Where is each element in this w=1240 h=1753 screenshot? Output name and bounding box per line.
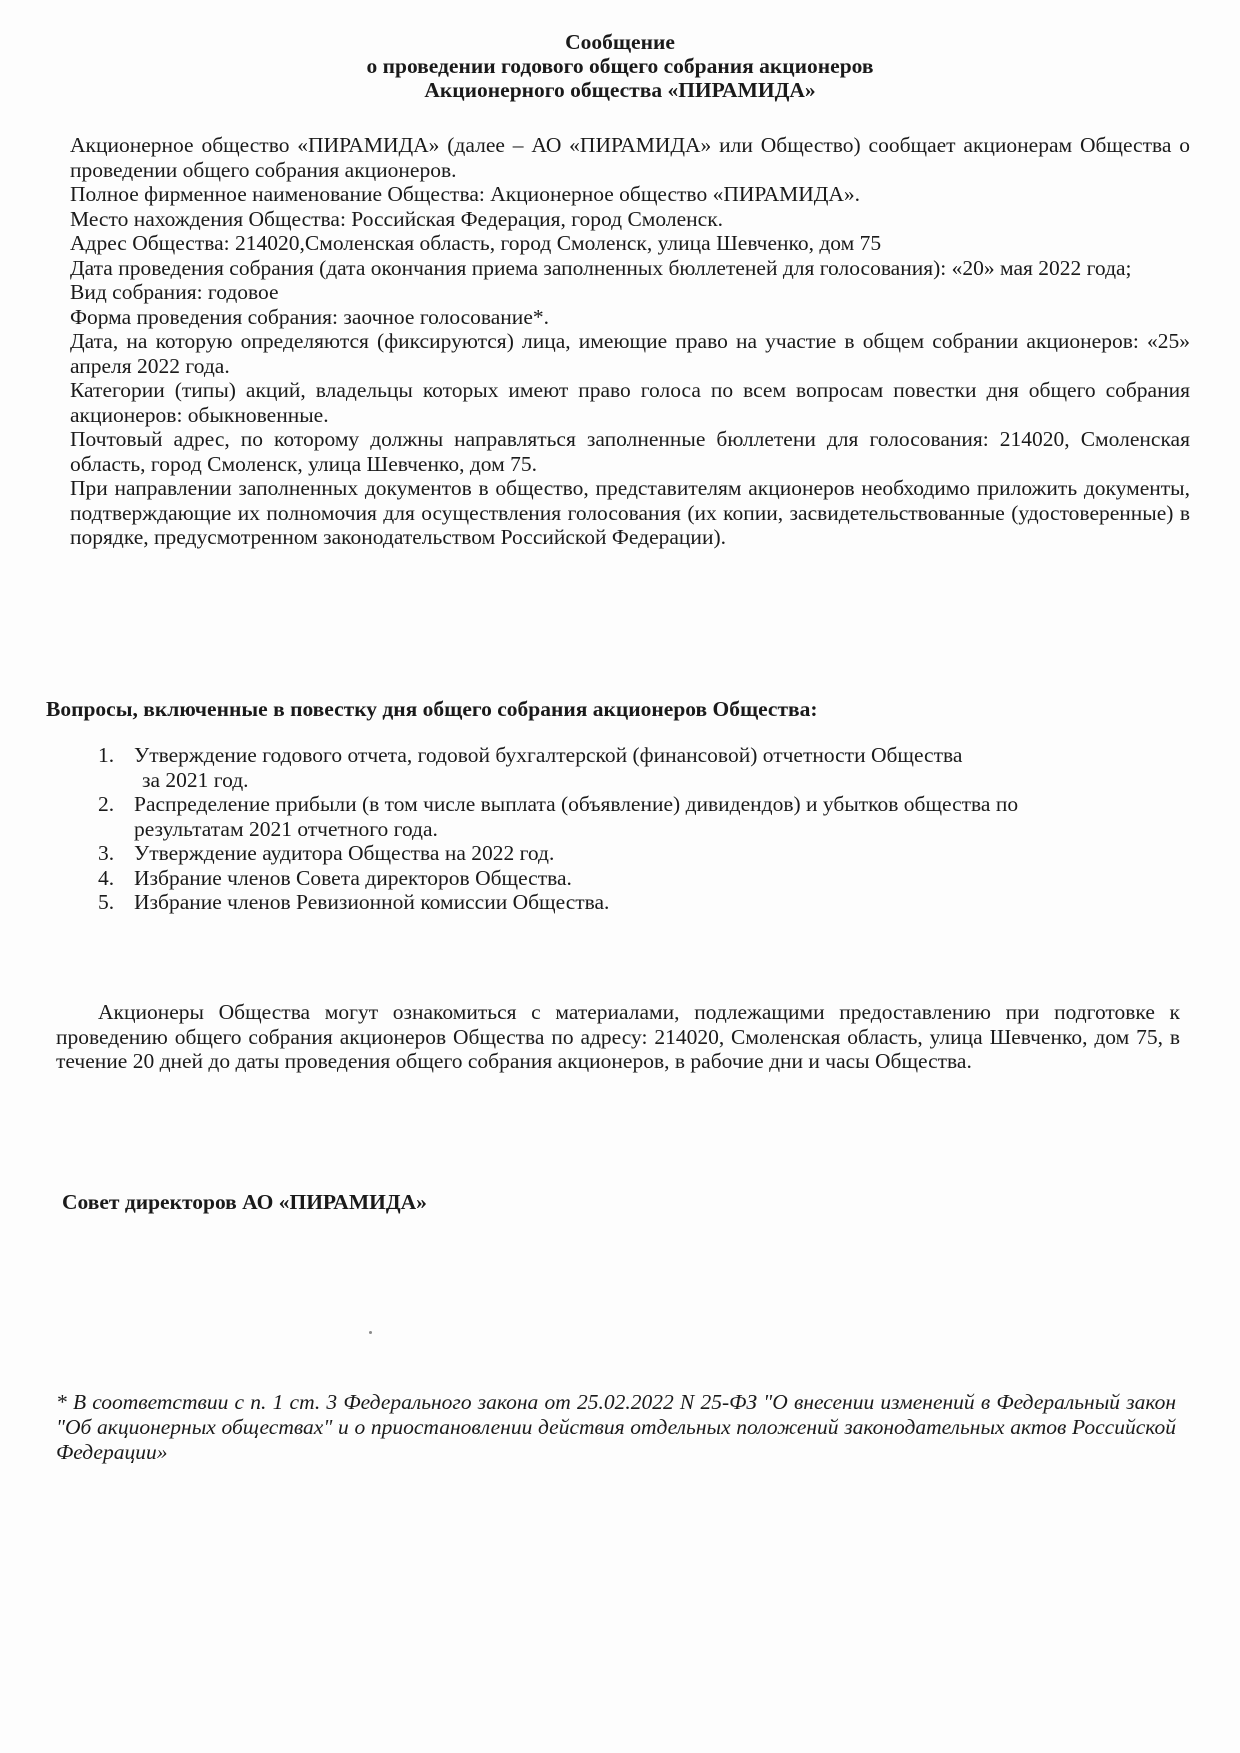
document-header — [0, 30, 1240, 102]
intro-full-name: Полное фирменное наименование Общества: Акционерное общество «ПИРАМИДА». — [70, 182, 861, 206]
agenda-item — [98, 841, 1128, 866]
footnote: * В соответствии с п. 1 ст. 3 Федерального закона от 25.02.2022 N 25-ФЗ "О внесении изменений в Федеральный закон "Об акционерных обществах" и о приостановлении действия отдельных положений законодательных актов Российской Федерации» — [56, 1390, 1176, 1464]
intro-share-categories: Категории (типы) акций, владельцы которых имеют право голоса по всем вопросам повестки дня общего собрания акционеров: обыкновенные. — [70, 378, 1190, 427]
header-title: Сообщение — [565, 30, 675, 54]
agenda-item-text-cont: результатам 2021 отчетного года. — [134, 816, 438, 841]
materials-paragraph: Акционеры Общества могут ознакомиться с материалами, подлежащими предоставлению при подготовке к проведению общего собрания акционеров Общества по адресу: 214020, Смоленская область, улица Шевченко, дом 75, в течение 20 дней до даты проведения общего собрания акционеров, в рабочие дни и часы Общества. — [56, 1000, 1180, 1073]
agenda-title: Вопросы, включенные в повестку дня общего собрания акционеров Общества: — [46, 697, 818, 721]
agenda-item-number: 2. — [98, 792, 115, 816]
agenda-item — [98, 792, 1128, 841]
agenda-item-text: Утверждение годового отчета, годовой бухгалтерской (финансовой) отчетности Общества — [134, 743, 963, 767]
intro-record-date: Дата, на которую определяются (фиксируются) лица, имеющие право на участие в общем собрании акционеров: «25» апреля 2022 года. — [70, 329, 1190, 378]
intro-paragraph-company: Акционерное общество «ПИРАМИДА» (далее – АО «ПИРАМИДА» или Общество) сообщает акционерам Общества о проведении общего собрания акционеров. — [70, 133, 1190, 182]
header-subtitle: о проведении годового общего собрания акционеров — [366, 54, 874, 78]
agenda-item-number: 3. — [98, 841, 115, 865]
agenda-list — [98, 743, 1128, 915]
intro-meeting-date: Дата проведения собрания (дата окончания приема заполненных бюллетеней для голосования): «20» мая 2022 года; — [70, 255, 1132, 280]
agenda-item-text: Утверждение аудитора Общества на 2022 год. — [134, 841, 555, 865]
header-company: Акционерного общества «ПИРАМИДА» — [424, 78, 816, 102]
agenda-item-number: 4. — [98, 865, 115, 890]
intro-address: Адрес Общества: 214020,Смоленская область, город Смоленск, улица Шевченко, дом 75 — [70, 231, 882, 255]
intro-meeting-type: Вид собрания: годовое — [70, 280, 279, 304]
agenda-item-text: Избрание членов Ревизионной комиссии Общества. — [134, 890, 610, 914]
agenda-item — [98, 890, 1128, 915]
intro-representatives-note: При направлении заполненных документов в общество, представителям акционеров необходимо приложить документы, подтверждающие их полномочия для осуществления голосования (их копии, засвидетельствованные (удостоверенные) в порядке, предусмотренном законодательством Российской Федерации). — [70, 476, 1190, 549]
intro-location: Место нахождения Общества: Российская Федерация, город Смоленск. — [70, 206, 724, 231]
intro-meeting-form: Форма проведения собрания: заочное голосование*. — [70, 304, 549, 329]
agenda-item — [98, 866, 1128, 891]
scan-speck — [369, 1331, 372, 1334]
agenda-item-text-cont: за 2021 год. — [142, 767, 249, 792]
agenda-item-text: Избрание членов Совета директоров Общества. — [134, 865, 572, 890]
agenda-item-number: 5. — [98, 890, 115, 914]
agenda-item — [98, 743, 1128, 792]
agenda-item-number: 1. — [98, 743, 115, 767]
intro-section — [70, 133, 1190, 550]
agenda-item-text: Распределение прибыли (в том числе выплата (объявление) дивидендов) и убытков общества по — [134, 792, 1019, 816]
signature-board: Совет директоров АО «ПИРАМИДА» — [62, 1190, 427, 1214]
intro-postal-address: Почтовый адрес, по которому должны направляться заполненные бюллетени для голосования: 214020, Смоленская область, город Смоленск, улица Шевченко, дом 75. — [70, 427, 1190, 476]
